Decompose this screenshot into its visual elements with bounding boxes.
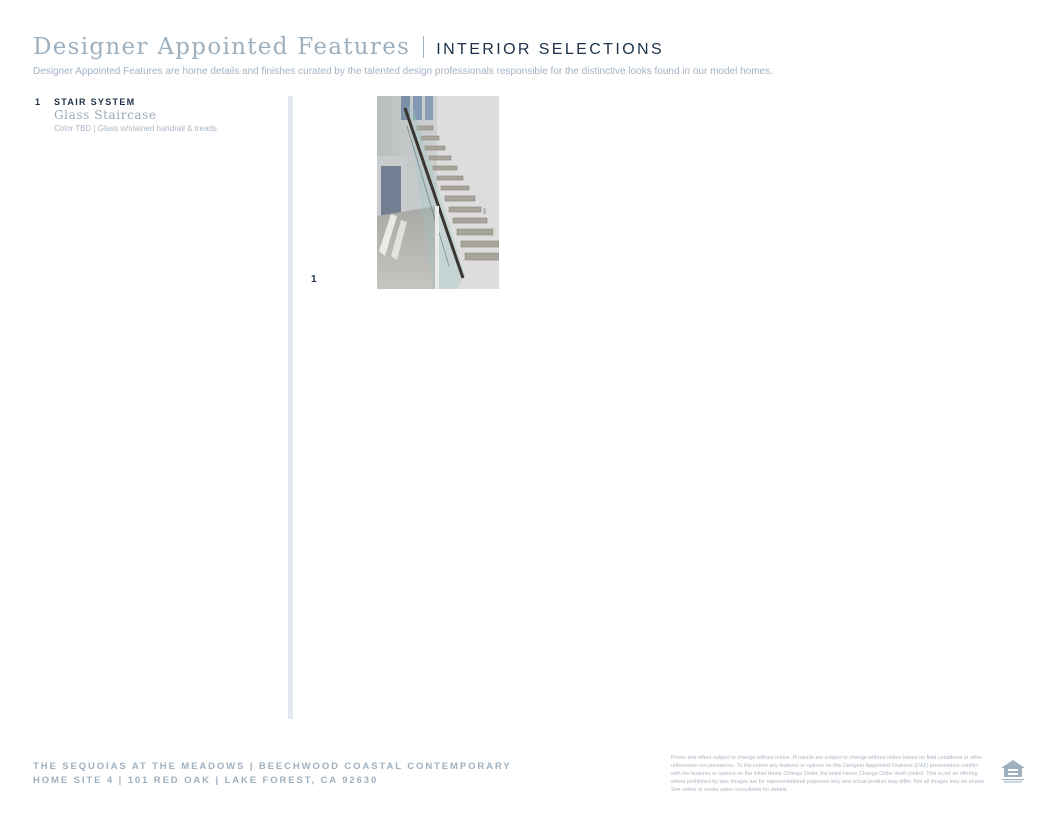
- feature-number: 1: [35, 97, 41, 107]
- title-separator: [423, 36, 424, 58]
- equal-housing-opportunity-icon: [1000, 758, 1026, 784]
- section-subtitle: INTERIOR SELECTIONS: [436, 41, 665, 58]
- staircase-illustration: [377, 96, 499, 289]
- page-header: [33, 34, 664, 60]
- title-row: [33, 34, 664, 60]
- feature-name: Glass Staircase: [54, 108, 157, 122]
- legal-disclaimer: Prices and offers subject to change without notice. Products are subject to change without notice based on field conditions or other unforeseen circumstances. To the extent any features or options on this Designer Appointed Features (DAF) presentation conflict with the features or options on the initial Home Change Order, the initial Home Change Order shall control. This is not an offering where prohibited by law. Images are for representational purposes only and actual product may differ. Not all images may be shown. See online or onsite sales consultants for details.: [671, 755, 986, 793]
- feature-detail: Color TBD | Glass w/stained handrail & treads: [54, 124, 217, 133]
- address-line: HOME SITE 4 | 101 RED OAK | LAKE FOREST, CA 92630: [33, 775, 379, 786]
- page-title: Designer Appointed Features: [33, 34, 411, 60]
- glass-staircase-photo: [377, 96, 499, 289]
- photo-label: 1: [311, 274, 317, 285]
- community-line: THE SEQUOIAS AT THE MEADOWS | BEECHWOOD COASTAL CONTEMPORARY: [33, 761, 512, 772]
- intro-text: Designer Appointed Features are home details and finishes curated by the talented design professionals responsible for the distinctive looks found in our model homes.: [33, 66, 773, 77]
- project-footer: [33, 760, 512, 788]
- column-divider: [288, 96, 293, 719]
- feature-category: STAIR SYSTEM: [54, 97, 136, 107]
